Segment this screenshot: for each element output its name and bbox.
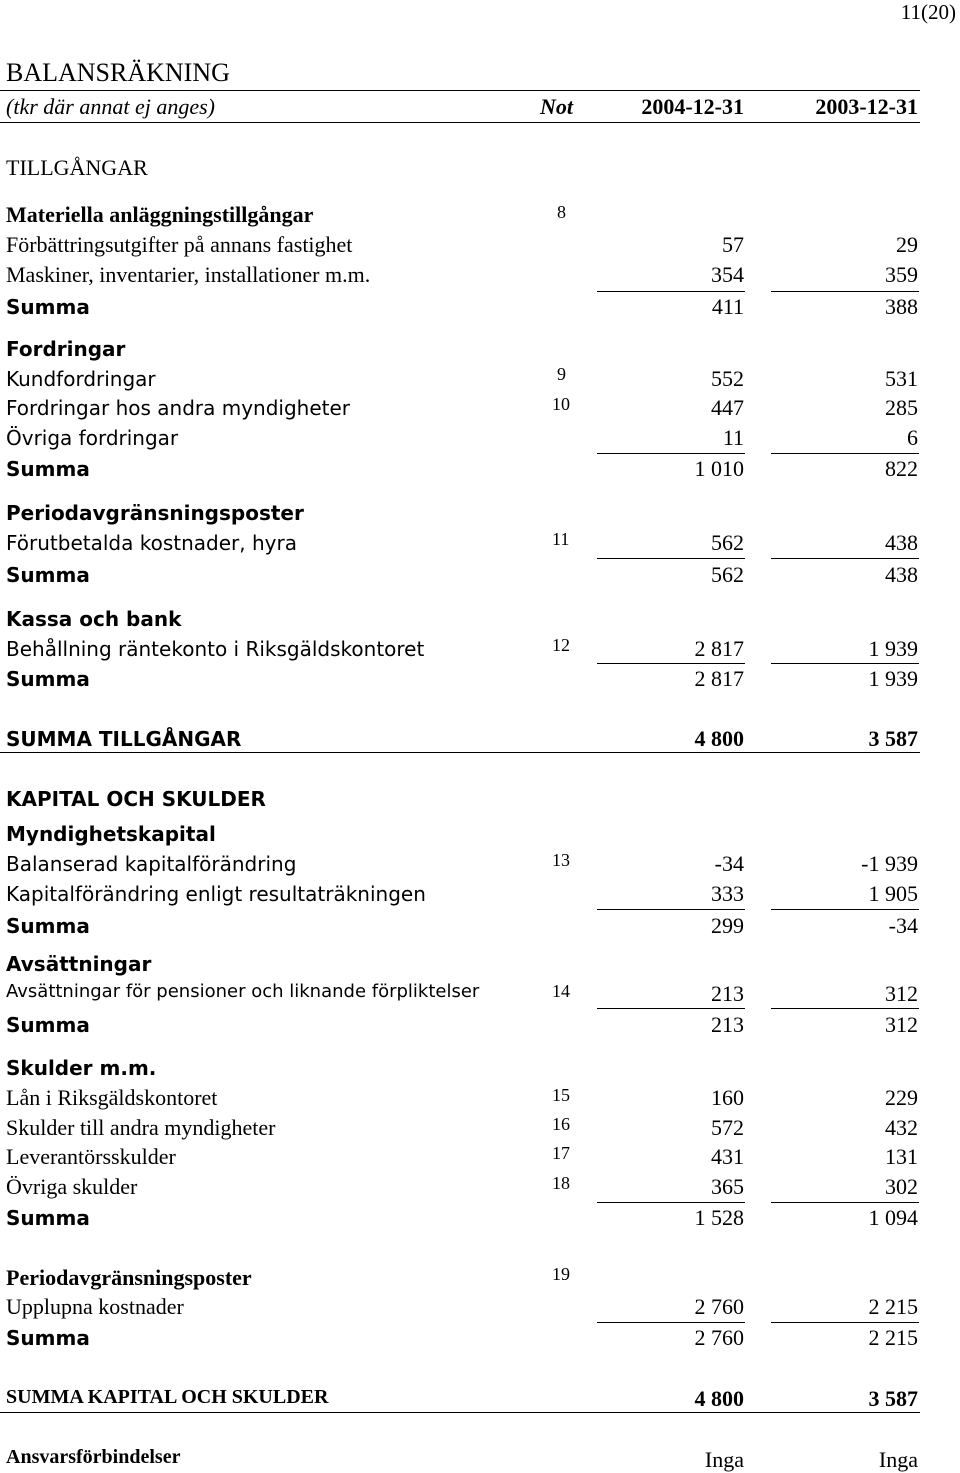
- units-subtitle: (tkr där annat ej anges): [6, 94, 215, 119]
- sum-2003: 388: [885, 294, 918, 319]
- total-assets-2003: 3 587: [868, 726, 918, 751]
- value-2003: 1 939: [868, 636, 918, 661]
- row-label: Behållning räntekonto i Riksgäldskontoret: [6, 637, 425, 661]
- value-2003: 229: [885, 1085, 918, 1110]
- note-ref: 17: [552, 1143, 570, 1163]
- note-ref: 12: [552, 635, 570, 655]
- value-2004: 552: [711, 366, 744, 391]
- note-column-header: Not: [540, 94, 573, 119]
- sum-rule-2004: [597, 1008, 745, 1009]
- sum-label: Summa: [6, 1013, 90, 1037]
- note-ref: 19: [552, 1264, 570, 1284]
- value-2003: 131: [885, 1144, 918, 1169]
- section-heading-materiella: Materiella anläggningstillgångar: [6, 202, 314, 227]
- note-ref: 14: [552, 981, 570, 1001]
- value-2004: 2 817: [694, 636, 744, 661]
- total-equity-liabilities-2004: 4 800: [694, 1386, 744, 1411]
- sum-rule-2003: [771, 291, 919, 292]
- total-assets-2004: 4 800: [694, 726, 744, 751]
- sum-label: Summa: [6, 1206, 90, 1230]
- value-2003: 1 905: [868, 881, 918, 906]
- section-heading-periodavgransning: Periodavgränsningsposter: [6, 501, 304, 525]
- row-label: Skulder till andra myndigheter: [6, 1115, 276, 1140]
- section-heading-avsattningar: Avsättningar: [6, 952, 152, 976]
- sum-2004: 1 010: [694, 456, 744, 481]
- value-2003: 6: [907, 425, 918, 450]
- equity-liabilities-heading: KAPITAL OCH SKULDER: [6, 787, 266, 811]
- page-number: 11(20): [900, 0, 956, 24]
- section-heading-fordringar: Fordringar: [6, 337, 126, 361]
- value-2004: -34: [714, 851, 744, 876]
- value-2004: 160: [711, 1085, 744, 1110]
- header-rule: [0, 122, 920, 123]
- value-2003: 302: [885, 1174, 918, 1199]
- sum-2004: 2 760: [694, 1325, 744, 1350]
- sum-2004: 1 528: [694, 1205, 744, 1230]
- total-assets-label: SUMMA TILLGÅNGAR: [6, 727, 242, 751]
- value-2003: 438: [885, 530, 918, 555]
- sum-rule-2003: [771, 909, 919, 910]
- sum-rule-2003: [771, 1322, 919, 1323]
- value-2003: 285: [885, 395, 918, 420]
- year-2003-header: 2003-12-31: [815, 94, 918, 119]
- sum-2004: 562: [711, 562, 744, 587]
- row-label: Fordringar hos andra myndigheter: [6, 396, 351, 420]
- value-2004: 57: [722, 232, 744, 257]
- row-label: Kundfordringar: [6, 367, 156, 391]
- total-equity-liabilities-2003: 3 587: [868, 1386, 918, 1411]
- sum-rule-2004: [597, 1322, 745, 1323]
- sum-2003: 312: [885, 1012, 918, 1037]
- note-ref: 9: [557, 364, 566, 384]
- sum-rule-2004: [597, 291, 745, 292]
- note-ref: 10: [552, 394, 570, 414]
- sum-2004: 411: [711, 294, 744, 319]
- sum-rule-2004: [597, 663, 745, 664]
- contingent-liabilities-label: Ansvarsförbindelser: [6, 1446, 181, 1468]
- sum-rule-2004: [597, 558, 745, 559]
- row-label: Förutbetalda kostnader, hyra: [6, 531, 297, 555]
- note-ref: 18: [552, 1173, 570, 1193]
- sum-label: Summa: [6, 914, 90, 938]
- section-heading-periodavgransning-skulder: Periodavgränsningsposter: [6, 1265, 252, 1290]
- value-2004: 2 760: [694, 1294, 744, 1319]
- value-2003: 29: [896, 232, 918, 257]
- sum-2004: 2 817: [694, 666, 744, 691]
- row-label: Lån i Riksgäldskontoret: [6, 1085, 218, 1110]
- value-2003: -1 939: [861, 851, 918, 876]
- sum-2004: 299: [711, 913, 744, 938]
- value-2003: 359: [885, 262, 918, 287]
- section-heading-myndighetskapital: Myndighetskapital: [6, 822, 216, 846]
- sum-2004: 213: [711, 1012, 744, 1037]
- sum-rule-2003: [771, 558, 919, 559]
- sum-label: Summa: [6, 457, 90, 481]
- sum-rule-2003: [771, 663, 919, 664]
- sum-rule-2004: [597, 453, 745, 454]
- value-2003: 432: [885, 1115, 918, 1140]
- value-2004: 354: [711, 262, 744, 287]
- sum-rule-2004: [597, 909, 745, 910]
- value-2004: 562: [711, 530, 744, 555]
- total-equity-liabilities-label: SUMMA KAPITAL OCH SKULDER: [6, 1386, 329, 1408]
- sum-rule-2003: [771, 1008, 919, 1009]
- contingent-2003: Inga: [878, 1447, 918, 1472]
- row-label: Balanserad kapitalförändring: [6, 852, 297, 876]
- row-label: Övriga skulder: [6, 1174, 138, 1199]
- title-rule: [0, 90, 920, 91]
- total-assets-rule: [0, 752, 920, 753]
- value-2004: 11: [722, 425, 744, 450]
- sum-2003: 1 094: [868, 1205, 918, 1230]
- row-label: Kapitalförändring enligt resultaträkningen: [6, 882, 426, 906]
- value-2003: 312: [885, 981, 918, 1006]
- value-2003: 2 215: [868, 1294, 918, 1319]
- sum-2003: 822: [885, 456, 918, 481]
- sum-2003: 438: [885, 562, 918, 587]
- assets-heading: TILLGÅNGAR: [6, 155, 148, 180]
- section-heading-skulder: Skulder m.m.: [6, 1056, 157, 1080]
- sum-label: Summa: [6, 295, 90, 319]
- sum-label: Summa: [6, 563, 90, 587]
- sum-label: Summa: [6, 667, 90, 691]
- value-2004: 365: [711, 1174, 744, 1199]
- page-title: BALANSRÄKNING: [6, 58, 230, 87]
- row-label: Övriga fordringar: [6, 426, 179, 450]
- row-label: Avsättningar för pensioner och liknande förpliktelser: [6, 981, 480, 1002]
- value-2004: 213: [711, 981, 744, 1006]
- note-ref: 11: [552, 529, 570, 549]
- section-heading-kassa: Kassa och bank: [6, 607, 182, 631]
- value-2004: 333: [711, 881, 744, 906]
- total-equity-liabilities-rule: [0, 1412, 920, 1413]
- row-label: Leverantörsskulder: [6, 1144, 176, 1169]
- row-label: Upplupna kostnader: [6, 1294, 184, 1319]
- sum-2003: 2 215: [868, 1325, 918, 1350]
- sum-rule-2003: [771, 453, 919, 454]
- row-label: Förbättringsutgifter på annans fastighet: [6, 232, 353, 257]
- row-label: Maskiner, inventarier, installationer m.m.: [6, 262, 371, 287]
- year-2004-header: 2004-12-31: [641, 94, 744, 119]
- value-2004: 572: [711, 1115, 744, 1140]
- note-ref: 8: [557, 202, 566, 222]
- sum-2003: -34: [888, 913, 918, 938]
- value-2003: 531: [885, 366, 918, 391]
- value-2004: 447: [711, 395, 744, 420]
- sum-rule-2003: [771, 1202, 919, 1203]
- note-ref: 16: [552, 1114, 570, 1134]
- note-ref: 15: [552, 1085, 570, 1105]
- sum-rule-2004: [597, 1202, 745, 1203]
- value-2004: 431: [711, 1144, 744, 1169]
- note-ref: 13: [552, 850, 570, 870]
- contingent-2004: Inga: [704, 1447, 744, 1472]
- sum-2003: 1 939: [868, 666, 918, 691]
- sum-label: Summa: [6, 1326, 90, 1350]
